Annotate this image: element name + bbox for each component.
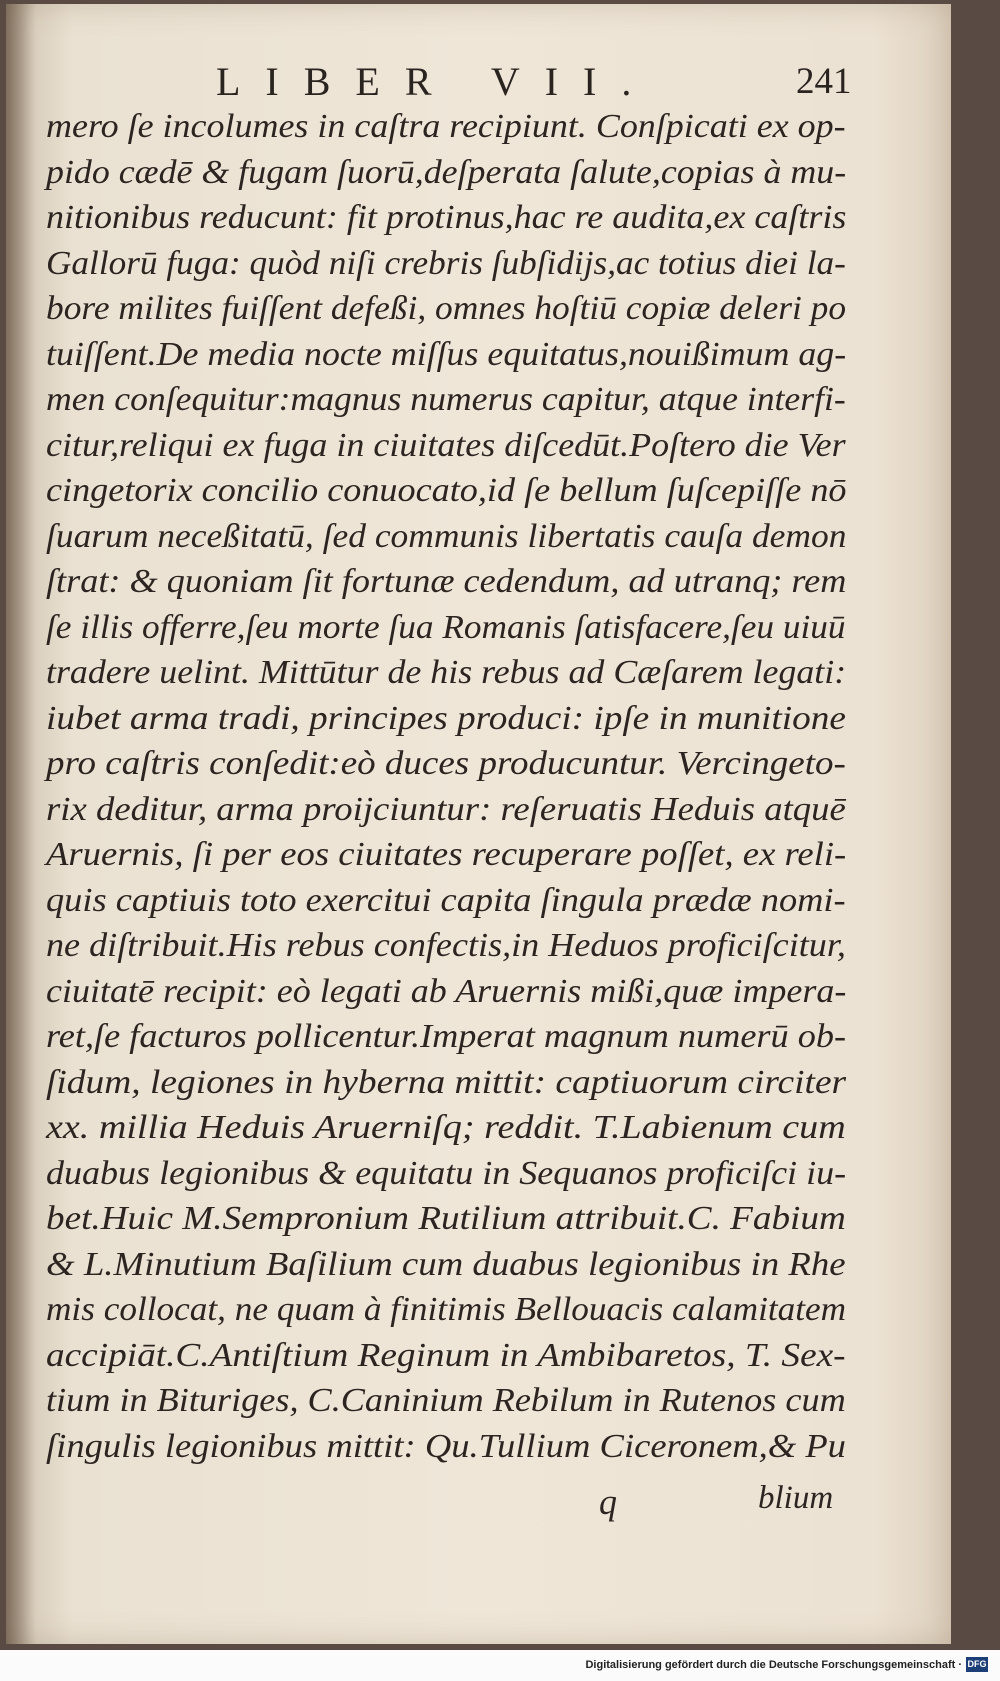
text-line: ret,ſe facturos pollicentur.Imperat magnum numerū ob- <box>46 1018 847 1055</box>
text-line: ſe illis offerre,ſeu morte ſua Romanis ſatisfacere,ſeu uiuū <box>46 608 846 646</box>
text-line: pido cædē & fugam ſuorū,deſperata ſalute,copias à mu- <box>46 153 847 191</box>
catchword: blium <box>758 1480 834 1516</box>
text-line: bore milites fuiſſent defeßi, omnes hoſtiū copiæ deleri po <box>46 290 847 327</box>
text-line: tradere uelint. Mittūtur de his rebus ad Cæſarem legati: <box>46 654 847 691</box>
signature-mark: q <box>599 1482 617 1522</box>
text-line: Aruernis, ſi per eos ciuitates recuperare poſſet, ex reli- <box>46 836 847 873</box>
page-number: 241 <box>796 61 852 102</box>
text-line: iubet arma tradi, principes produci: ipſe in munitione <box>46 699 846 737</box>
text-line: mis collocat, ne quam à finitimis Bellouacis calamitatem <box>46 1291 847 1328</box>
page-gutter-shadow <box>6 4 36 1644</box>
text-line: cingetorix concilio conuocato,id ſe bellum ſuſcepiſſe nō <box>46 472 847 509</box>
text-line: Gallorū fuga: quòd niſi crebris ſubſidijs,ac totius diei la- <box>46 244 846 282</box>
text-line: ſidum, legiones in hyberna mittit: captiuorum circiter <box>46 1063 847 1101</box>
text-line: bet.Huic M.Sempronium Rutilium attribuit.C. Fabium <box>46 1200 846 1237</box>
text-line: ſtrat: & quoniam ſit fortunæ cedendum, ad utranq; rem <box>46 563 847 600</box>
book-page <box>6 4 951 1644</box>
text-line: men conſequitur:magnus numerus capitur, atque interfi- <box>46 381 846 418</box>
text-line: ne diſtribuit.His rebus confectis,in Heduos proficiſcitur, <box>46 927 846 964</box>
text-line: tuiſſent.De media nocte miſſus equitatus,nouißimum ag- <box>46 335 847 373</box>
text-line: pro caſtris conſedit:eò duces producuntur. Vercingeto- <box>46 745 846 782</box>
body-text <box>46 104 846 1469</box>
text-line: tium in Bituriges, C.Caninium Rebilum in Rutenos cum <box>46 1382 846 1419</box>
dfg-logo: DFG <box>966 1657 988 1672</box>
text-line: accipiāt.C.Antiſtium Reginum in Ambibaretos, T. Sex- <box>46 1336 846 1374</box>
text-line: ciuitatē recipit: eò legati ab Aruernis mißi,quæ impera- <box>46 972 847 1010</box>
text-line: mero ſe incolumes in caſtra recipiunt. Conſpicati ex op- <box>46 108 846 145</box>
text-line: xx. millia Heduis Aruerniſq; reddit. T.Labienum cum <box>46 1109 846 1146</box>
text-line: ſuarum neceßitatū, ſed communis libertatis cauſa demon <box>46 517 847 555</box>
text-line: duabus legionibus & equitatu in Sequanos proficiſci iu- <box>46 1154 847 1192</box>
text-line: nitionibus reducunt: fit protinus,hac re audita,ex caſtris <box>46 199 847 236</box>
digitization-footer <box>0 1650 1000 1681</box>
text-line: & L.Minutium Baſilium cum duabus legionibus in Rhe <box>46 1245 846 1283</box>
text-line: rix deditur, arma proijciuntur: reſeruatis Heduis atquē <box>46 790 846 828</box>
text-line: quis captiuis toto exercitui capita ſingula prædæ nomi- <box>46 881 846 919</box>
text-line: citur,reliqui ex fuga in ciuitates diſcedūt.Poſtero die Ver <box>46 426 846 464</box>
text-line: ſingulis legionibus mittit: Qu.Tullium Ciceronem,& Pu <box>46 1427 846 1465</box>
running-head <box>6 58 951 104</box>
digitization-note: Digitalisierung gefördert durch die Deutsche Forschungsgemeinschaft · <box>585 1659 962 1671</box>
running-title: LIBER VII. <box>216 59 657 104</box>
